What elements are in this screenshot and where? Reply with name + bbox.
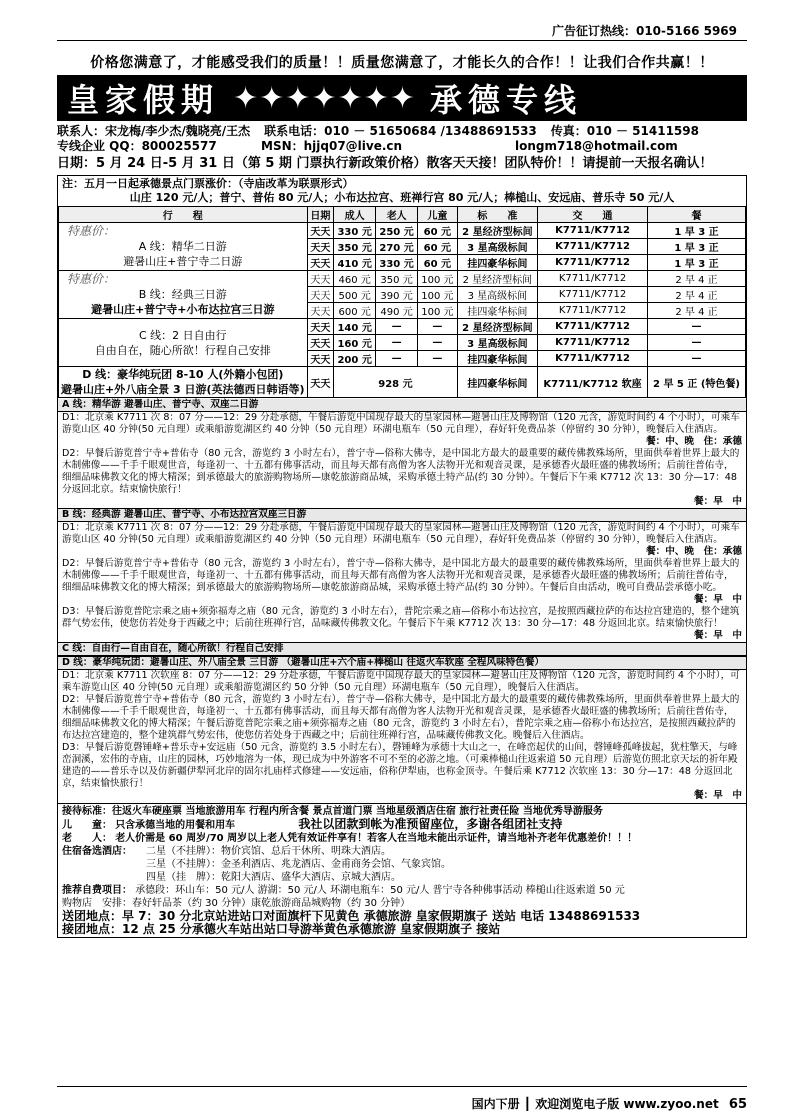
std-send: 送团地点：早 7：30 分北京站进站口对面旗杆下见黄色 承德旅游 皇家假期旗子 送站 电话 13488691533 (62, 909, 641, 923)
table-cell: 330 元 (334, 223, 376, 239)
table-cell: — (648, 335, 746, 351)
th-traffic: 交 通 (538, 207, 648, 223)
banner-right: 承德专线 (429, 81, 582, 119)
table-cell: 1 早 3 正 (648, 255, 746, 271)
table-cell: 1 早 3 正 (648, 223, 746, 239)
th-meal: 餐 (648, 207, 746, 223)
table-cell: 490 元 (376, 303, 418, 319)
top-rule (57, 40, 747, 41)
table-cell: 390 元 (376, 287, 418, 303)
table-cell: — (418, 335, 458, 351)
table-row-d (59, 367, 746, 398)
itinerary-heading: B 线：经典游 避暑山庄、普宁寺、小布达拉宫双座三日游 (58, 508, 746, 522)
table-cell: 160 元 (334, 335, 376, 351)
table-cell: — (648, 319, 746, 335)
th-route: 行 程 (59, 207, 308, 223)
table-cell: 60 元 (418, 223, 458, 239)
table-cell: — (376, 319, 418, 335)
table-cell: 天天 (307, 255, 334, 271)
contact-phone: 联系电话：010 － 51650684 /13488691533 (264, 124, 537, 138)
hotel-row: 二星（不挂牌）：物价宾馆、总后干休所、明珠大酒店。 (146, 846, 391, 857)
table-row (59, 223, 746, 239)
route-cell (59, 223, 308, 271)
table-cell: 100 元 (418, 271, 458, 287)
table-cell: 2 星经济型标间 (457, 223, 537, 239)
th-date: 日期 (307, 207, 334, 223)
meal-info: 餐：早 中 (694, 496, 742, 507)
table-cell: 天天 (307, 271, 334, 287)
route-desc: 避暑山庄+普宁寺二日游 (123, 255, 243, 268)
page-number: 65 (728, 1097, 747, 1112)
route-d-std: 挂四豪华标间 (457, 367, 537, 398)
std-extra (62, 884, 742, 897)
std-elder (62, 832, 742, 845)
table-cell: 天天 (307, 223, 334, 239)
table-cell: 460 元 (334, 271, 376, 287)
std-child-label: 儿 童： (62, 820, 112, 831)
table-cell: 100 元 (418, 287, 458, 303)
table-cell: 100 元 (418, 303, 458, 319)
table-cell: 挂四豪华标间 (457, 255, 537, 271)
hotel-row: 三星（不挂牌）：金圣利酒店、兆龙酒店、金甫商务会馆、气象宾馆。 (146, 859, 451, 870)
title-banner (57, 75, 747, 121)
table-row (59, 319, 746, 335)
std-child-text: 只含承德当地的用餐和用车 (115, 820, 236, 831)
price-table (58, 206, 746, 398)
standards (58, 803, 746, 937)
itinerary-day: D2：早餐后游览普宁寺+普佑寺（80 元含，游览约 3 小时左右），普宁寺—俗称大佛寺，是中国北方最大的最重要的藏传佛教殊场所，里面供奉着世界上最大的木制佛像——千手千眼观世音，每逢初一、十五都有佛事活动，而且每天都有高僧为客人法物开光和观音灵课，是承德香火最旺盛的佛教场所；后前往普佑寺，细细品味佛教文化的博大精深；到承德最大的旅游购物场所—康乾旅游商品城，采购承德土特产品(约 30 分钟）。午餐后下午乘 K7712 次 13：30 分—17：48 分返回北京。结束愉快旅行！ (62, 448, 740, 495)
meal-info: 餐：中、晚 住：承德 (646, 436, 742, 447)
meal-info: 餐：早 中 (694, 630, 742, 641)
footer-text: 国内下册 ┃ 欢迎浏览电子版 www.zyoo.net (471, 1097, 719, 1111)
contact-people: 联系人：宋龙梅/李少杰/魏晓亮/王杰 (57, 124, 251, 138)
table-cell: 60 元 (418, 255, 458, 271)
std-pick: 接团地点：12 点 25 分承德火车站出站口导游举黄色承德旅游 皇家假期旗子 接站 (62, 922, 501, 936)
table-cell: — (418, 351, 458, 367)
footer (57, 1086, 747, 1112)
table-cell: 350 元 (334, 239, 376, 255)
table-cell: 3 星高级标间 (457, 335, 537, 351)
itinerary-heading: A 线：精华游 避暑山庄、普宁寺、双座二日游 (58, 399, 746, 412)
page (57, 24, 747, 1112)
std-child (62, 818, 742, 832)
route-cell (59, 319, 308, 367)
std-hotel-label: 住宿备选酒店： (62, 846, 132, 857)
meal-info: 餐：早 中 (694, 790, 742, 801)
std-service: 接待标准：往返火车硬座票 当地旅游用车 行程内所含餐 景点首道门票 当地星级酒店住宿 旅行社责任险 当地优秀导游服务 (62, 806, 603, 817)
contact-block (57, 124, 747, 154)
notice-line2: 山庄 120 元/人；普宁、普佑 80 元/人；小布达拉宫、班禅行宫 80 元/人；棒槌山、安远庙、普乐寺 50 元/人 (129, 191, 675, 204)
table-cell: 410 元 (334, 255, 376, 271)
itinerary-day: D1：北京乘 K7711 次软座 8：07 分——12：29 分赴承德，午餐后游览中国现存最大的皇家园林—避暑山庄及博物馆（120 元含，游览时间约 4 个小时），可乘车游览山区 40 分钟(50 元自理）或乘船游览湖区约 50 分钟（50 元自理）环湖电瓶车（50 元自理），晚餐后入住酒店。 (62, 670, 740, 693)
table-cell: 天天 (307, 319, 334, 335)
th-elder: 老人 (376, 207, 418, 223)
notice-line1: 注：五月一日起承德景点门票涨价：（寺庙改革为联票形式） (62, 177, 354, 190)
table-cell: K7711/K7712 (538, 255, 648, 271)
table-cell: 天天 (307, 303, 334, 319)
table-cell: — (376, 351, 418, 367)
contact-fax: 传真：010 － 51411598 (550, 124, 699, 138)
table-cell: — (376, 335, 418, 351)
table-cell: 1 早 3 正 (648, 239, 746, 255)
route-d-price: 928 元 (334, 367, 457, 398)
table-cell: K7711/K7712 (538, 287, 648, 303)
route-desc: 避暑山庄+普宁寺+小布达拉宫三日游 (91, 303, 275, 316)
route-d-desc: 避暑山庄+外八庙全景 3 日游(英法德西日韩语等) (61, 383, 305, 396)
table-cell: 250 元 (376, 223, 418, 239)
route-desc: 自由自在，随心所欲！行程自己安排 (94, 343, 271, 357)
table-cell: 挂四豪华标间 (457, 303, 537, 319)
table-cell: 500 元 (334, 287, 376, 303)
std-elder-text: 老人价需是 60 周岁/70 周岁以上老人凭有效证件享有！若客人在当地未能出示证件，请当地补齐老年优惠差价！！！ (115, 833, 638, 844)
table-cell: 天天 (307, 239, 334, 255)
itinerary-day: D3：早餐后游览普陀宗乘之庙+须弥福寿之庙（80 元含，游览约 3 小时左右），普陀宗乘之庙—俗称小布达拉宫，是按照西藏拉萨的布达拉宫建造的，整个建筑群气势宏伟，使您仿若处身于西藏之中；后前往班禅行宫，品味藏传佛教文化。午餐后下午乘 K7712 次 13：30 分—17：48 分返回北京。结束愉快旅行！ (62, 606, 740, 629)
std-hotels (62, 845, 742, 884)
itinerary (58, 398, 746, 803)
table-header (59, 207, 746, 223)
itinerary-day: D3：早餐后游览磬锤峰+普乐寺+安远庙（50 元含，游览约 3.5 小时左右），磬锤峰为承德十大山之一，在峰峦起伏的山间，磬锤峰孤峰拔起，犹柱擎天，与峰峦洞溪，宏伟的寺庙，山庄的园林，巧妙地溶为一体，现已成为中外游客不可不至的必游之地。（可乘棒槌山往返索道 50 元自理）后游览仿照北京天坛的祈年殿建造的——普乐寺以及仿新疆伊犁河北岸的固尔扎庙样式修建——安远庙，俗称伊犁庙，也称金顶寺。午餐后乘 K7712 次软座 13：30 分—17：48 分返回北京，结束愉快旅行！ (62, 742, 738, 789)
table-cell: K7711/K7712 (538, 319, 648, 335)
route-d-meal: 2 早 5 正 (特色餐) (648, 367, 746, 398)
table-cell: — (418, 319, 458, 335)
table-cell: 天天 (307, 335, 334, 351)
route-name: B 线：经典三日游 (138, 288, 227, 301)
itinerary-day: D1：北京乘 K7711 次 8：07 分——12：29 分赴承德，午餐后游览中国现存最大的皇家园林—避暑山庄及博物馆（120 元含，游览时间约 4 个小时），可乘车游览山区 40 分钟(50 元自理）或乘船游览湖区约 40 分钟（50 元自理）环湖电瓶车（50 元自理），春好轩免费品茶（停留约 30 分钟），晚餐后入住酒店。 (62, 522, 740, 545)
th-child: 儿童 (418, 207, 458, 223)
std-shop: 购物店 安排：春好轩品茶（约 30 分钟）康乾旅游商品城购物（约 30 分钟） (62, 898, 411, 909)
ticket-notice (58, 176, 746, 206)
table-cell: 天天 (307, 351, 334, 367)
date-line: 日期：5 月 24 日-5 月 31 日（第 5 期 门票执行新政策价格）散客天天接！团队特价！！请提前一天报名确认！ (57, 156, 713, 171)
meal-info: 餐：早 中 (694, 594, 742, 605)
ad-hotline: 广告征订热线：010-5166 5969 (551, 24, 737, 38)
table-cell: 2 早 4 正 (648, 271, 746, 287)
std-extra-label: 推荐自费项目： (62, 885, 132, 896)
table-cell: K7711/K7712 (538, 351, 648, 367)
special-price-tag: 特惠价： (67, 224, 116, 238)
table-cell: 270 元 (376, 239, 418, 255)
table-cell: 60 元 (418, 239, 458, 255)
route-body (59, 223, 746, 367)
route-d-date: 天天 (307, 367, 334, 398)
table-cell: 挂四豪华标间 (457, 351, 537, 367)
table-cell: 2 早 4 正 (648, 303, 746, 319)
std-child-big: 我社以团款到帐为准预留座位，多谢各组团社支持 (298, 817, 563, 831)
itinerary-heading: D 线：豪华纯玩团：避暑山庄、外八庙全景 三日游 （避暑山庄+六个庙+棒槌山 往返火车软座 全程风味特色餐） (58, 656, 746, 670)
table-cell: 330 元 (376, 255, 418, 271)
route-d (59, 367, 308, 398)
banner-left: 皇家假期 (67, 81, 220, 119)
hotel-row: 四星（挂 牌）：乾阳大酒店、盛华大酒店、京城大酒店。 (146, 872, 401, 883)
main-box (57, 175, 747, 938)
contact-msn: MSN：hjjq07@live.cn (261, 139, 403, 153)
contact-email: longm718@hotmail.com (515, 139, 678, 153)
th-standard: 标 准 (457, 207, 537, 223)
table-cell: — (648, 351, 746, 367)
slogan: 价格您满意了，才能感受我们的质量！！质量您满意了，才能长久的合作！！让我们合作共赢！！ (90, 55, 714, 71)
table-cell: K7711/K7712 (538, 239, 648, 255)
itinerary-day: D2：早餐后游览普宁寺+普佑寺（80 元含，游览约 3 小时左右），普宁寺—俗称大佛寺，是中国北方最大的最重要的藏传佛教殊场所，里面供奉着世界上最大的木制佛像——千手千眼观世音，每逢初一、十五都有佛事活动，而且每天都有高僧为客人法物开光和观音灵课，是承德香火最旺盛的佛教场所；后前往普佑寺，细细品味佛教文化的博大精深；午餐后游览普陀宗乘之庙+须弥福寿之庙（80 元含，游览约 3 小时左右），普陀宗乘之庙—俗称小布达拉宫，是按照西藏拉萨的布达拉宫建造的，整个建筑群气势宏伟，使您仿若处身于西藏之中；后前往班禅行宫，品味藏传佛教文化。晚餐后入住酒店。 (62, 694, 740, 741)
std-elder-label: 老 人： (62, 833, 112, 844)
route-d-name: D 线：豪华纯玩团 8-10 人(外籍小包团) (82, 368, 284, 381)
meal-info: 餐：中、晚 住：承德 (646, 546, 742, 557)
itinerary-heading: C 线：自由行—自由自在，随心所欲！行程自己安排 (58, 642, 746, 656)
table-cell: K7711/K7712 (538, 271, 648, 287)
th-adult: 成人 (334, 207, 376, 223)
table-cell: K7711/K7712 (538, 223, 648, 239)
table-cell: 2 星经济型标间 (457, 319, 537, 335)
banner-stars: ✦✦✦✦✦✦✦ (233, 80, 416, 116)
itinerary-day: D2：早餐后游览普宁寺+普佑寺（80 元含，游览约 3 小时左右），普宁寺—俗称大佛寺，是中国北方最大的最重要的藏传佛教殊场所，里面供奉着世界上最大的木制佛像——千手千眼观世音，每逢初一、十五都有佛事活动，而且每天都有高僧为客人法物开光和观音灵课，是承德香火最旺盛的佛教场所；后前往普佑寺，细细品味佛教文化的博大精深；到承德最大的旅游购物场所—康乾旅游商品城，采购承德土特产品(约 30 分钟）。午餐后自由活动，晚可自费品尝承德小吃。 (62, 558, 740, 593)
table-cell: 2 星经济型标间 (457, 271, 537, 287)
table-cell: 140 元 (334, 319, 376, 335)
table-row (59, 271, 746, 287)
table-cell: 天天 (307, 287, 334, 303)
table-cell: K7711/K7712 (538, 335, 648, 351)
table-cell: 2 早 4 正 (648, 287, 746, 303)
contact-qq: 专线企业 QQ：800025577 (57, 139, 217, 153)
route-name: C 线：2 日自由行 (138, 328, 227, 342)
table-cell: 3 星高级标间 (457, 287, 537, 303)
itinerary-day: D1：北京乘 K7711 次 8：07 分——12：29 分赴承德，午餐后游览中国现存最大的皇家园林—避暑山庄及博物馆（120 元含，游览时间约 4 个小时），可乘车游览山区 40 分钟(50 元自理）或乘船游览湖区约 40 分钟（50 元自理）环湖电瓶车（50 元自理），春好轩免费品茶（停留约 30 分钟），晚餐后入住酒店。 (62, 412, 740, 435)
special-price-tag: 特惠价： (67, 272, 116, 286)
std-extra-text: 承德段：环山车：50 元/人 游湖：50 元/人 环湖电瓶车：50 元/人 普宁寺各种佛事活动 棒槌山往返索道 50 元 (135, 885, 625, 896)
table-cell: 200 元 (334, 351, 376, 367)
table-cell: 3 星高级标间 (457, 239, 537, 255)
table-cell: 600 元 (334, 303, 376, 319)
route-cell (59, 271, 308, 319)
table-cell: 350 元 (376, 271, 418, 287)
route-name: A 线：精华二日游 (138, 240, 227, 253)
route-d-traffic: K7711/K7712 软座 (538, 367, 648, 398)
table-cell: K7711/K7712 (538, 303, 648, 319)
